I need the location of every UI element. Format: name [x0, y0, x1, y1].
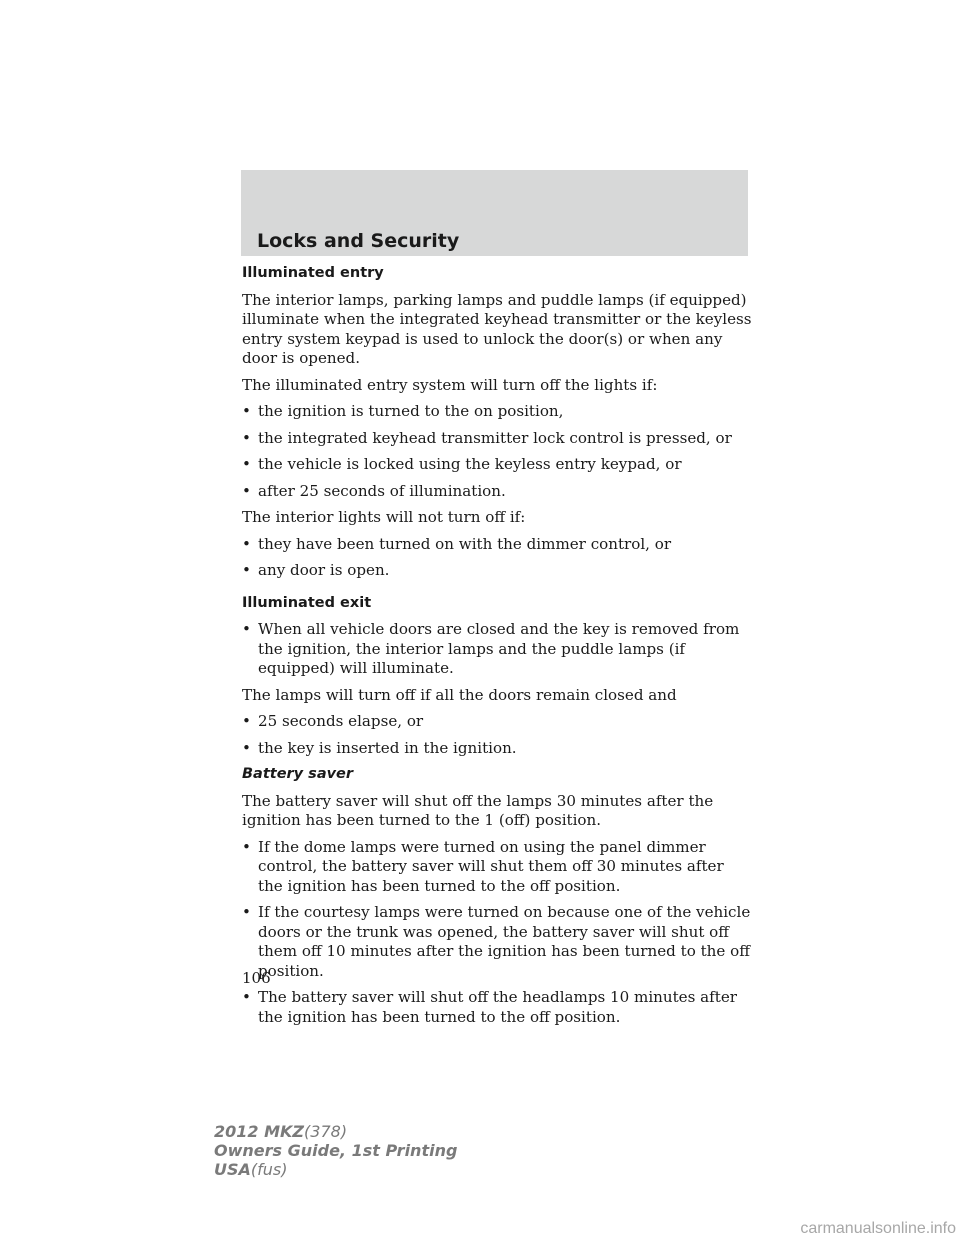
list-item: • they have been turned on with the dimmer control, or — [242, 534, 672, 553]
exit-off-list — [242, 712, 752, 758]
list-item: • The battery saver will shut off the headlamps 10 minutes after the ignition has been turned to the off position. — [242, 988, 737, 1026]
list-item: • When all vehicle doors are closed and the key is removed from the ignition, the interior lamps and the puddle lamps (if equipped) will illuminate. — [242, 620, 740, 677]
footer-region: USA — [214, 1160, 251, 1179]
bullet-icon: • — [242, 712, 251, 730]
watermark-text: carmanualsonline.info — [800, 1220, 956, 1237]
heading-illuminated-entry: Illuminated entry — [242, 265, 384, 281]
illuminated-entry-intro: The interior lamps, parking lamps and puddle lamps (if equipped) illuminate when the integrated keyhead transmitter or the keyless entry system keypad is used to unlock the door(s) or when any door is opened. — [242, 290, 752, 367]
battery-saver-intro: The battery saver will shut off the lamps 30 minutes after the ignition has been turned to the 1 (off) position. — [242, 791, 714, 829]
bullet-icon: • — [242, 455, 251, 473]
turn-off-intro: The illuminated entry system will turn off the lights if: — [242, 375, 658, 394]
list-item: • If the dome lamps were turned on using the panel dimmer control, the battery saver will shut them off 30 minutes after the ignition has been turned to the off position. — [242, 837, 724, 895]
exit-list — [242, 620, 752, 679]
list-item: • any door is open. — [242, 561, 390, 579]
list-item: • If the courtesy lamps were turned on because one of the vehicle doors or the trunk was opened, the battery saver will shut off them off 10 minutes after the ignition has been turned to the off position. — [242, 903, 751, 980]
bullet-icon: • — [242, 988, 251, 1006]
section-title: Locks and Security — [257, 230, 460, 252]
turn-off-list — [242, 402, 752, 501]
exit-off-intro: The lamps will turn off if all the doors remain closed and — [242, 685, 677, 704]
footer-region-code: (fus) — [250, 1160, 288, 1179]
bullet-icon: • — [242, 402, 251, 420]
list-item: • after 25 seconds of illumination. — [242, 481, 506, 500]
footer-printing: Owners Guide, 1st Printing — [214, 1141, 458, 1160]
bullet-icon: • — [242, 620, 251, 638]
list-item: • the key is inserted in the ignition. — [242, 738, 517, 757]
not-off-list — [242, 535, 752, 581]
battery-saver-list — [242, 838, 752, 1028]
bullet-icon: • — [242, 481, 251, 500]
bullet-icon: • — [242, 738, 251, 757]
not-off-intro: The interior lights will not turn off if: — [242, 508, 526, 526]
heading-battery-saver: Battery saver — [242, 766, 354, 782]
bullet-icon: • — [242, 428, 251, 447]
bullet-icon: • — [242, 903, 251, 921]
section-header-band — [241, 170, 748, 256]
page-number: 106 — [242, 969, 271, 987]
print-footer — [214, 1122, 457, 1179]
list-item: • 25 seconds elapse, or — [242, 712, 424, 730]
footer-code: (378) — [304, 1122, 348, 1141]
list-item: • the ignition is turned to the on position, — [242, 402, 564, 420]
list-item: • the vehicle is locked using the keyless entry keypad, or — [242, 455, 682, 473]
heading-illuminated-exit: Illuminated exit — [242, 594, 372, 611]
list-item: • the integrated keyhead transmitter lock control is pressed, or — [242, 428, 732, 447]
page-content — [242, 264, 752, 1034]
bullet-icon: • — [242, 837, 251, 856]
footer-model: 2012 MKZ — [214, 1122, 305, 1141]
bullet-icon: • — [242, 561, 251, 579]
bullet-icon: • — [242, 534, 251, 553]
